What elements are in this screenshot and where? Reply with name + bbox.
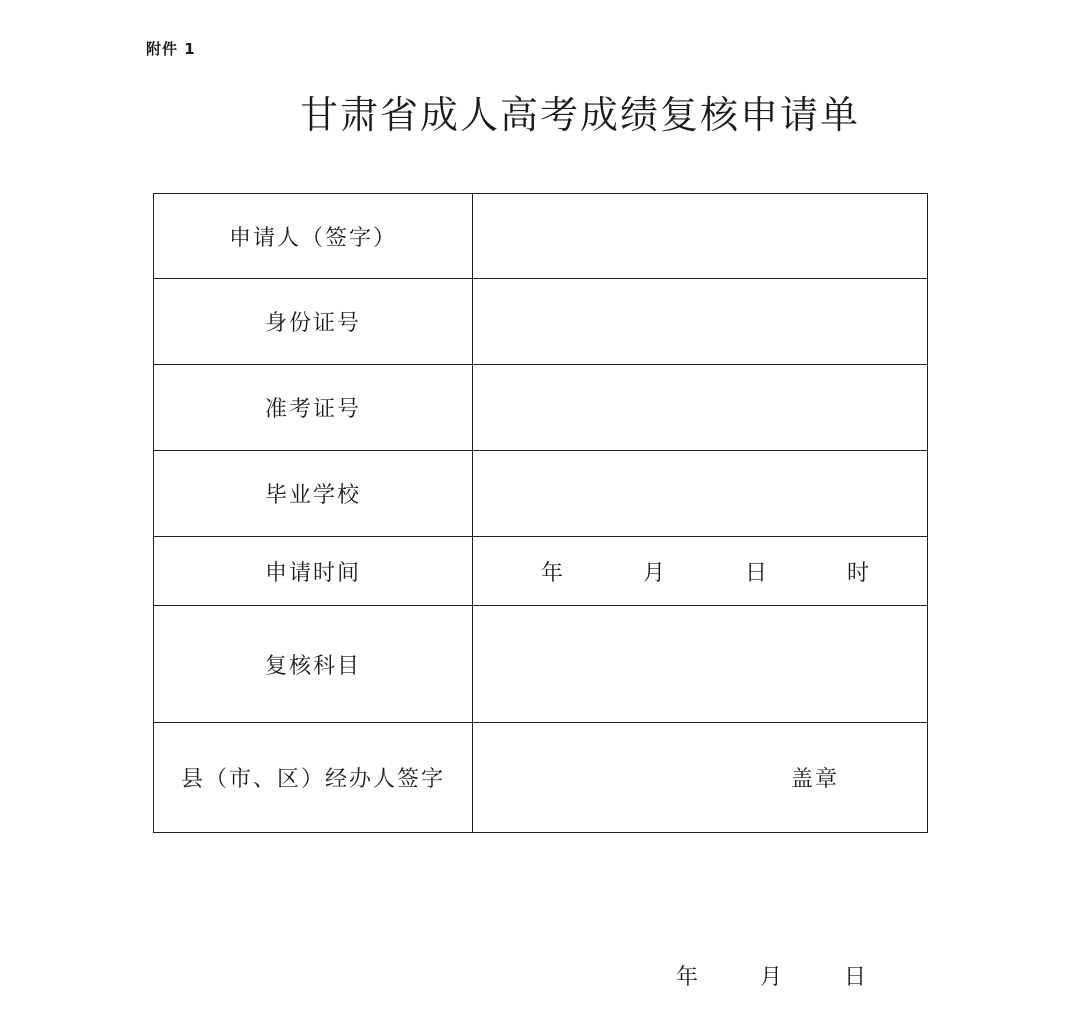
table-row [154,723,928,833]
table-row [154,451,928,537]
graduation-school-field[interactable] [473,451,928,537]
page-title: 甘肃省成人高考成绩复核申请单 [299,93,860,137]
date-year-label: 年 [541,560,566,586]
table-row [154,194,928,279]
county-officer-signature-label: 县（市、区）经办人签字 [154,723,473,833]
id-number-field[interactable] [473,279,928,365]
application-form-table [153,193,928,833]
date-month-label: 月 [642,560,667,586]
footer-day-label: 日 [844,965,867,990]
graduation-school-label: 毕业学校 [154,451,473,537]
table-row [154,365,928,451]
admission-ticket-label: 准考证号 [154,365,473,451]
footer-date [676,960,866,991]
date-day-label: 日 [744,560,769,586]
applicant-signature-field[interactable] [473,194,928,279]
id-number-label: 身份证号 [154,279,473,365]
application-time-field[interactable] [473,537,928,606]
footer-year-label: 年 [676,965,699,990]
attachment-label: 附件 1 [146,40,196,58]
table-row [154,279,928,365]
table-row [154,537,928,606]
date-hour-label: 时 [846,560,871,586]
seal-label: 盖章 [790,767,839,792]
applicant-signature-label: 申请人（签字） [154,194,473,279]
review-subject-label: 复核科目 [154,606,473,723]
admission-ticket-field[interactable] [473,365,928,451]
footer-month-label: 月 [760,965,783,990]
review-subject-field[interactable] [473,606,928,723]
application-time-label: 申请时间 [154,537,473,606]
table-row [154,606,928,723]
county-officer-seal-field[interactable] [473,723,928,833]
